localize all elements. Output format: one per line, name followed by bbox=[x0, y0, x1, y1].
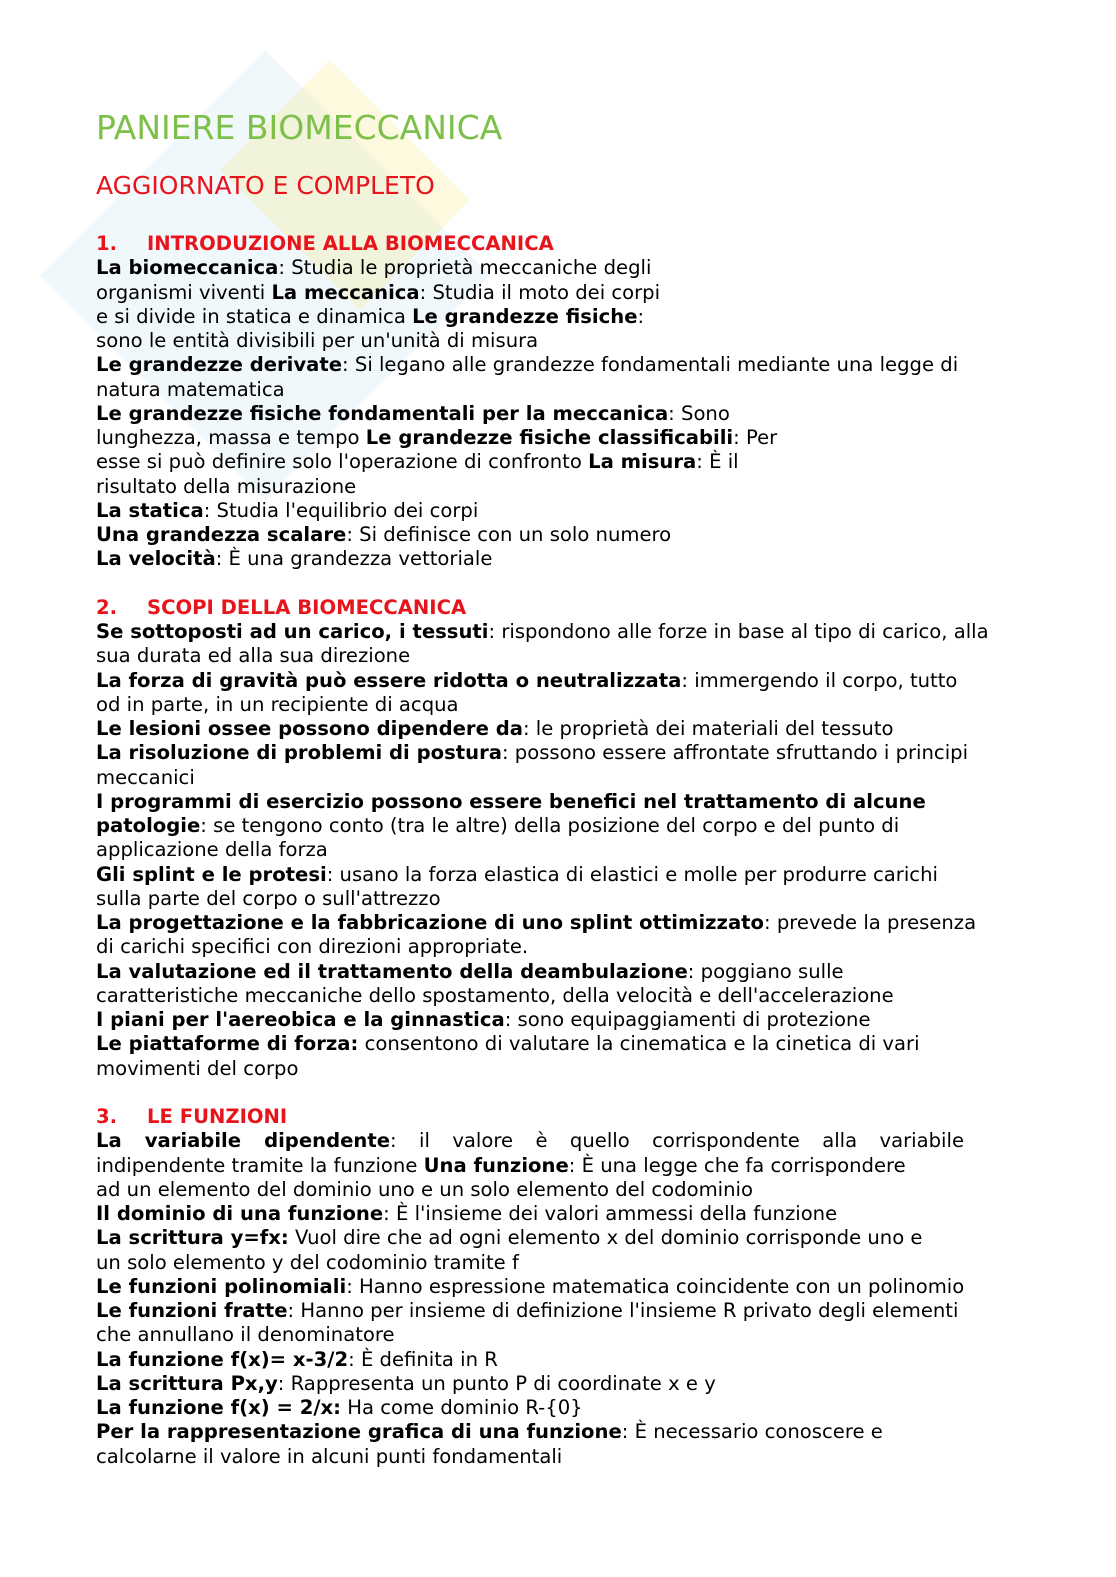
definition-text: : È necessario conoscere e bbox=[621, 1420, 883, 1444]
term: Una funzione bbox=[423, 1153, 569, 1177]
definition-text: indipendente tramite la funzione bbox=[96, 1153, 424, 1177]
text-line bbox=[96, 1348, 1056, 1372]
definition-text: : usano la forza elastica di elastici e molle per produrre carichi bbox=[326, 862, 938, 886]
text-line bbox=[96, 402, 1056, 426]
term: La risoluzione di problemi di postura bbox=[96, 741, 502, 765]
text-line bbox=[96, 305, 1056, 329]
definition-text: : rispondono alle forze in base al tipo di carico, alla bbox=[488, 620, 989, 643]
definition-text: : È l'insieme dei valori ammessi della funzione bbox=[383, 1202, 838, 1225]
definition-text: od in parte, in un recipiente di acqua bbox=[96, 692, 459, 716]
term: La forza di gravità può essere ridotta o neutralizzata bbox=[96, 668, 682, 692]
term: La funzione f(x)= x-3/2 bbox=[96, 1347, 349, 1371]
section-number: 3. bbox=[96, 1105, 118, 1128]
definition-text: : possono essere affrontate sfruttando i principi bbox=[501, 741, 969, 765]
text-line bbox=[96, 1323, 1056, 1347]
definition-text: risultato della misurazione bbox=[96, 474, 357, 498]
section-number: 1. bbox=[96, 232, 118, 255]
text-line bbox=[96, 1226, 1056, 1250]
definition-text: : Si legano alle grandezze fondamentali mediante una legge di bbox=[342, 353, 959, 377]
definition-text: Ha come dominio R-{0} bbox=[341, 1396, 583, 1419]
definition-text: applicazione della forza bbox=[96, 838, 328, 862]
text-line bbox=[96, 935, 1056, 959]
text-line bbox=[96, 523, 1056, 547]
text-line bbox=[96, 620, 1056, 644]
text-line bbox=[96, 1008, 1056, 1032]
text-line bbox=[96, 1420, 1056, 1444]
definition-text: esse si può definire solo l'operazione di confronto bbox=[96, 450, 589, 474]
document-title: PANIERE BIOMECCANICA bbox=[96, 108, 503, 147]
term: La statica bbox=[96, 498, 204, 522]
term: Se sottoposti ad un carico, i tessuti bbox=[96, 620, 489, 643]
text-line bbox=[96, 1445, 1056, 1469]
text-line bbox=[96, 790, 1056, 814]
definition-text: calcolarne il valore in alcuni punti fondamentali bbox=[96, 1444, 563, 1468]
text-line bbox=[96, 644, 1056, 668]
text-line bbox=[96, 281, 1056, 305]
term: Le lesioni ossee possono dipendere da bbox=[96, 717, 523, 740]
definition-text: un solo elemento y del codominio tramite f bbox=[96, 1250, 519, 1274]
definition-text: : Per bbox=[733, 426, 778, 449]
definition-text: : poggiano sulle bbox=[687, 959, 844, 983]
definition-text: ad un elemento del dominio uno e un solo elemento del codominio bbox=[96, 1177, 753, 1201]
text-line bbox=[96, 329, 1056, 353]
text-line bbox=[96, 741, 1056, 765]
term: Una grandezza scalare bbox=[96, 523, 347, 546]
term: Le grandezze fisiche fondamentali per la meccanica bbox=[96, 401, 669, 425]
term: Le grandezze fisiche bbox=[412, 304, 638, 328]
term: La scrittura Px,y bbox=[96, 1371, 278, 1395]
definition-text: meccanici bbox=[96, 765, 195, 789]
definition-text: Vuol dire che ad ogni elemento x del dominio corrisponde uno e bbox=[288, 1226, 923, 1250]
term: La funzione f(x) = 2/x: bbox=[96, 1396, 341, 1419]
definition-text: sono le entità divisibili per un'unità di misura bbox=[96, 329, 539, 352]
text-line bbox=[96, 984, 1056, 1008]
text-line bbox=[96, 960, 1056, 984]
text-line bbox=[96, 547, 1056, 571]
term: La meccanica bbox=[271, 280, 420, 304]
definition-text: : Hanno espressione matematica coincidente con un polinomio bbox=[346, 1274, 965, 1298]
definition-text: movimenti del corpo bbox=[96, 1056, 299, 1080]
section-heading bbox=[96, 1105, 1056, 1129]
text-line bbox=[96, 1202, 1056, 1226]
definition-text: : Studia le proprietà meccaniche degli bbox=[278, 256, 652, 280]
definition-text: : È il bbox=[696, 450, 739, 474]
text-line bbox=[96, 1275, 1056, 1299]
text-line bbox=[96, 1032, 1056, 1056]
text-line bbox=[96, 426, 1056, 450]
section-number: 2. bbox=[96, 595, 118, 619]
term: Le funzioni polinomiali bbox=[96, 1274, 347, 1298]
text-line bbox=[96, 475, 1056, 499]
text-line bbox=[96, 814, 1056, 838]
term: La progettazione e la fabbricazione di uno splint ottimizzato bbox=[96, 911, 765, 934]
term: La velocità bbox=[96, 547, 216, 571]
section-title: LE FUNZIONI bbox=[147, 1105, 288, 1128]
definition-text: : È una legge che fa corrispondere bbox=[568, 1153, 906, 1177]
term: Le grandezze fisiche classificabili bbox=[365, 426, 734, 449]
definition-text: : se tengono conto (tra le altre) della posizione del corpo e del punto di bbox=[200, 814, 900, 837]
text-line bbox=[96, 256, 1056, 280]
term: Le piattaforme di forza: bbox=[96, 1032, 359, 1056]
definition-text: : sono equipaggiamenti di protezione bbox=[504, 1008, 871, 1031]
term: Le grandezze derivate bbox=[96, 353, 343, 377]
definition-text: : prevede la presenza bbox=[764, 911, 977, 934]
text-line bbox=[96, 669, 1056, 693]
text-line bbox=[96, 693, 1056, 717]
definition-text: : È una grandezza vettoriale bbox=[215, 547, 493, 571]
text-line bbox=[96, 353, 1056, 377]
definition-text: lunghezza, massa e tempo bbox=[96, 426, 366, 449]
text-line bbox=[96, 838, 1056, 862]
definition-text: : Studia il moto dei corpi bbox=[419, 280, 661, 304]
text-line bbox=[96, 1057, 1056, 1081]
term: Il dominio di una funzione bbox=[96, 1202, 384, 1225]
definition-text: : bbox=[637, 304, 645, 328]
definition-text: sua durata ed alla sua direzione bbox=[96, 644, 411, 668]
text-line bbox=[96, 499, 1056, 523]
term: I piani per l'aereobica e la ginnastica bbox=[96, 1008, 505, 1031]
definition-text: e si divide in statica e dinamica bbox=[96, 304, 413, 328]
spacer bbox=[96, 1081, 1056, 1105]
term: La biomeccanica bbox=[96, 256, 279, 280]
text-line bbox=[96, 911, 1056, 935]
definition-text: caratteristiche meccaniche dello spostamento, della velocità e dell'accelerazione bbox=[96, 983, 894, 1007]
term: La valutazione ed il trattamento della deambulazione bbox=[96, 959, 688, 983]
term: Gli splint e le protesi bbox=[96, 862, 327, 886]
text-line bbox=[96, 1396, 1056, 1420]
text-line bbox=[96, 1154, 1056, 1178]
term: Per la rappresentazione grafica di una funzione bbox=[96, 1420, 622, 1444]
section-heading bbox=[96, 232, 1056, 256]
definition-text: sulla parte del corpo o sull'attrezzo bbox=[96, 886, 441, 910]
definition-text: : Si definisce con un solo numero bbox=[346, 523, 672, 546]
definition-text: organismi viventi bbox=[96, 280, 272, 304]
definition-text: consentono di valutare la cinematica e la cinetica di vari bbox=[358, 1032, 920, 1056]
spacer bbox=[96, 572, 1056, 596]
section-title: SCOPI DELLA BIOMECCANICA bbox=[147, 595, 467, 619]
term: La scrittura y=fx: bbox=[96, 1226, 289, 1250]
text-line bbox=[96, 766, 1056, 790]
text-line bbox=[96, 1129, 964, 1153]
text-line bbox=[96, 1299, 1056, 1323]
section-title: INTRODUZIONE ALLA BIOMECCANICA bbox=[147, 232, 554, 255]
text-line bbox=[96, 717, 1056, 741]
term: La misura bbox=[588, 450, 697, 474]
definition-text: : le proprietà dei materiali del tessuto bbox=[522, 717, 894, 740]
definition-text: natura matematica bbox=[96, 377, 285, 401]
term: I programmi di esercizio possono essere benefici nel trattamento di alcune bbox=[96, 789, 926, 813]
definition-text: : immergendo il corpo, tutto bbox=[681, 668, 958, 692]
definition-text: che annullano il denominatore bbox=[96, 1323, 395, 1347]
definition-text: : Studia l'equilibrio dei corpi bbox=[203, 498, 479, 522]
definition-text: : il valore è quello corrispondente alla variabile bbox=[390, 1129, 964, 1153]
definition-text: : È definita in R bbox=[348, 1347, 498, 1371]
term: Le funzioni fratte bbox=[96, 1299, 288, 1322]
definition-text: : Rappresenta un punto P di coordinate x e y bbox=[277, 1371, 716, 1395]
text-line bbox=[96, 1178, 1056, 1202]
definition-text: : Sono bbox=[668, 401, 730, 425]
text-line bbox=[96, 450, 1056, 474]
term: patologie bbox=[96, 814, 201, 837]
definition-text: di carichi specifici con direzioni appropriate. bbox=[96, 935, 529, 959]
document-subtitle: AGGIORNATO E COMPLETO bbox=[96, 171, 435, 200]
text-line bbox=[96, 378, 1056, 402]
text-line bbox=[96, 1251, 1056, 1275]
term: La variabile dipendente bbox=[96, 1129, 390, 1153]
section-heading bbox=[96, 596, 1056, 620]
text-line bbox=[96, 887, 1056, 911]
text-line bbox=[96, 863, 1056, 887]
definition-text: : Hanno per insieme di definizione l'insieme R privato degli elementi bbox=[287, 1299, 959, 1322]
document-body bbox=[96, 232, 1056, 1469]
text-line bbox=[96, 1372, 1056, 1396]
